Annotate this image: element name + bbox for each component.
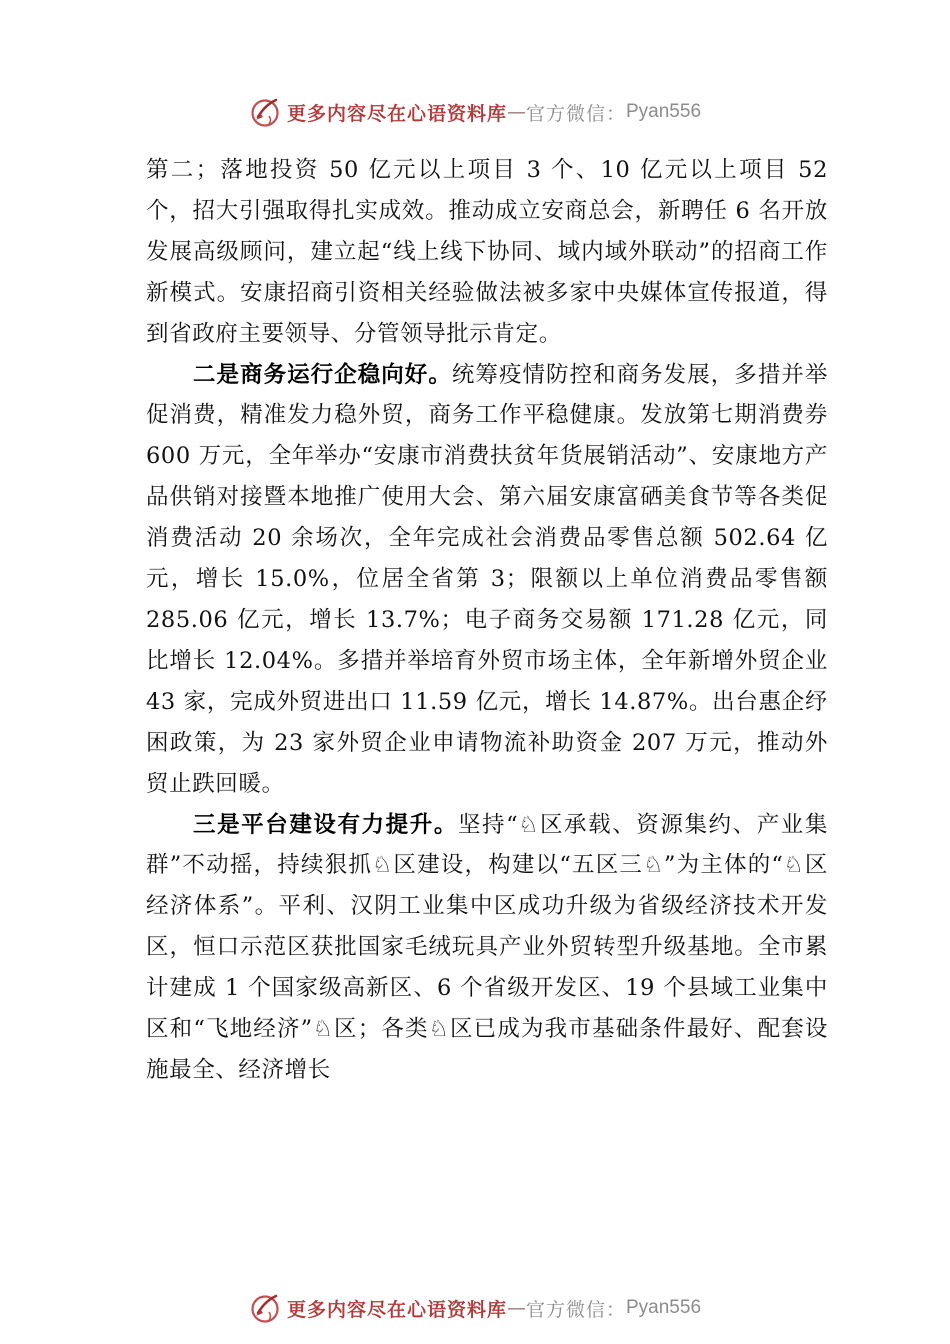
paragraph-3 [146,805,828,1091]
paragraph-2-text: 统筹疫情防控和商务发展，多措并举促消费，精准发力稳外贸，商务工作平稳健康。发放第七期消费券 600 万元，全年举办“安康市消费扶贫年货展销活动”、安康地方产品供销对接暨本地推广使用大会、第六届安康富硒美食节等各类促消费活动 20 余场次，全年完成社会消费品零售总额 502.64 亿元，增长 15.0%，位居全省第 3；限额以上单位消费品零售额 285.06 亿元，增长 13.7%；电子商务交易额 171.28 亿元，同比增长 12.04%。多措并举培育外贸市场主体，全年新增外贸企业 43 家，完成外贸进出口 11.59 亿元，增长 14.87%。出台惠企纾困政策，为 23 家外贸企业申请物流补助资金 207 万元，推动外贸止跌回暖。 [146,361,828,797]
header-wechat-id: Pyan556 [626,101,702,122]
document-body [146,150,828,1091]
paragraph-3-heading: 三是平台建设有力提升。 [193,811,458,838]
paragraph-1: 第二；落地投资 50 亿元以上项目 3 个、10 亿元以上项目 52 个，招大引强取得扎实成效。推动成立安商总会，新聘任 6 名开放发展高级顾问，建立起“线上线下协同、域内域外联动”的招商工作新模式。安康招商引资相关经验做法被多家中央媒体宣传报道，得到省政府主要领导、分管领导批示肯定。 [146,157,828,347]
footer-wechat-id: Pyan556 [626,1297,702,1318]
footer-separator: — [506,1297,526,1319]
footer-wechat-label: 官方微信： [525,1298,626,1321]
footer-site-name: 更多内容尽在心语资料库 [286,1298,507,1321]
brush-logo-icon [249,1291,283,1325]
header-site-name: 更多内容尽在心语资料库 [286,102,507,125]
paragraph-3-text: 坚持“♘区承载、资源集约、产业集群”不动摇，持续狠抓♘区建设，构建以“五区三♘”为主体的“♘区经济体系”。平利、汉阴工业集中区成功升级为省级经济技术开发区，恒口示范区获批国家毛绒玩具产业外贸转型升级基地。全市累计建成 1 个国家级高新区、6 个省级开发区、19 个县域工业集中区和“飞地经济”♘区；各类♘区已成为我市基础条件最好、配套设施最全、经济增长 [146,811,828,1083]
header-banner [0,92,950,132]
footer-banner [0,1288,950,1328]
header-wechat-label: 官方微信： [525,102,626,125]
brush-logo-icon [249,95,283,129]
header-separator: — [506,101,526,123]
paragraph-2-heading: 二是商务运行企稳向好。 [193,361,452,388]
paragraph-2 [146,355,828,805]
